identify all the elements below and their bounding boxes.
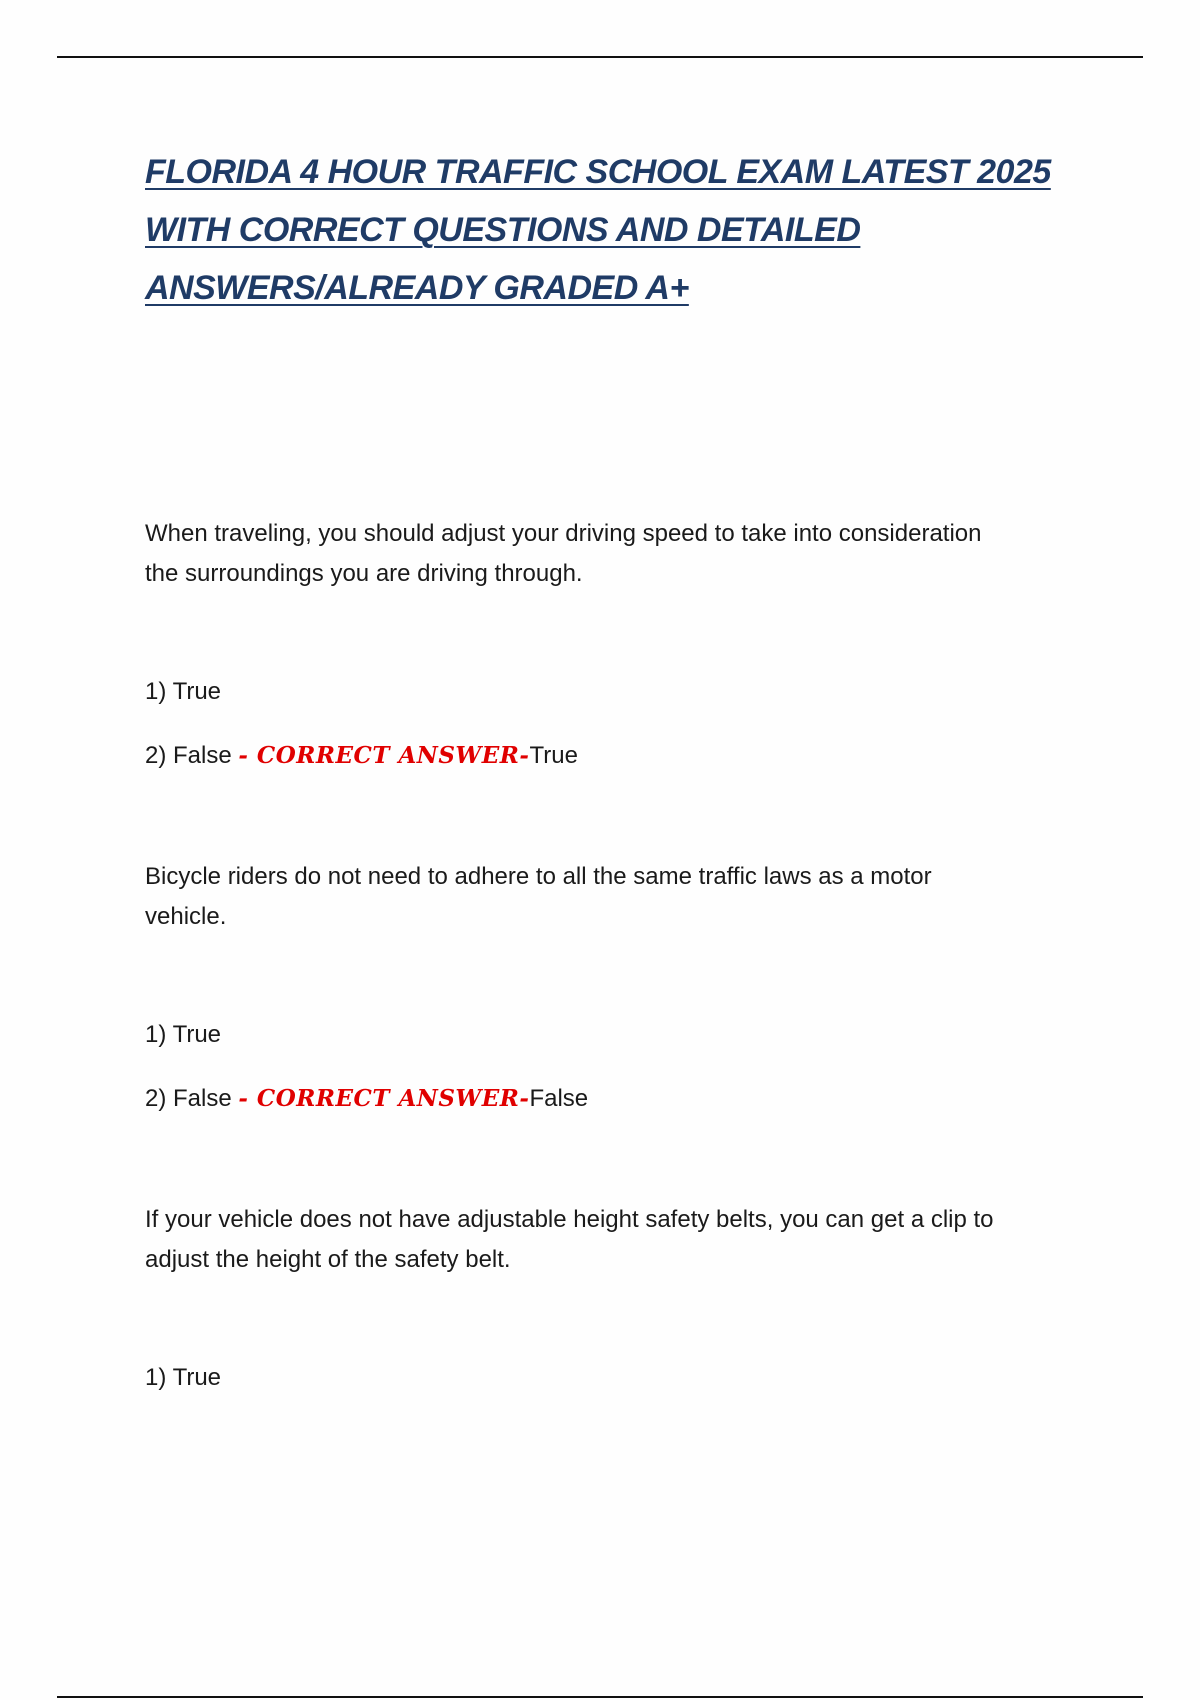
correct-answer-marker: - CORRECT ANSWER- — [238, 742, 530, 769]
option-list — [145, 736, 1085, 776]
answer-value: False — [529, 1085, 589, 1112]
question-block — [145, 514, 1085, 594]
answer-value: True — [529, 742, 578, 769]
option-list — [145, 1015, 1085, 1055]
title-line: FLORIDA 4 HOUR TRAFFIC SCHOOL EXAM LATEST 2025 — [145, 153, 1051, 191]
document-title — [145, 143, 1105, 317]
question-text: When traveling, you should adjust your driving speed to take into consideration the surroundings you are driving through. — [145, 520, 982, 587]
question-text: If your vehicle does not have adjustable height safety belts, you can get a clip to adjust the height of the safety belt. — [145, 1206, 994, 1273]
question-text: Bicycle riders do not need to adhere to all the same traffic laws as a motor vehicle. — [145, 863, 932, 930]
option-item-with-answer — [145, 1079, 1085, 1119]
footer-rule — [57, 1696, 1143, 1698]
option-list — [145, 1079, 1085, 1119]
option-list — [145, 672, 1085, 712]
option-item: 1) True — [145, 1021, 222, 1048]
option-label: 2) False — [145, 1085, 232, 1112]
option-item-with-answer — [145, 736, 1085, 776]
option-label: 2) False — [145, 742, 232, 769]
option-list — [145, 1358, 1085, 1398]
question-block — [145, 1200, 1085, 1280]
correct-answer-marker: - CORRECT ANSWER- — [238, 1085, 530, 1112]
title-line: ANSWERS/ALREADY GRADED A+ — [145, 269, 689, 307]
option-item: 1) True — [145, 678, 222, 705]
option-item: 1) True — [145, 1364, 222, 1391]
question-block — [145, 857, 1085, 937]
title-line: WITH CORRECT QUESTIONS AND DETAILED — [145, 211, 861, 249]
header-rule — [57, 56, 1143, 58]
